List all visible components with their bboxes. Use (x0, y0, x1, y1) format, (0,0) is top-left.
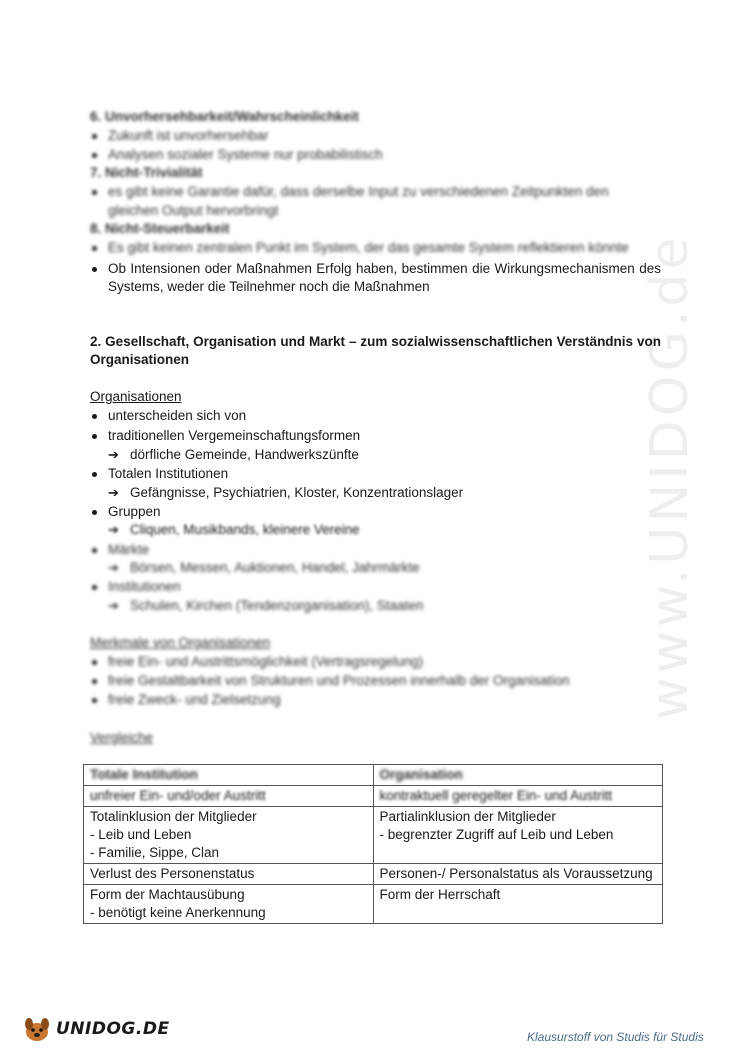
table-header-cell: Organisation (373, 765, 663, 786)
list-item: Ob Intensionen oder Maßnahmen Erfolg haben, bestimmen die Wirkungsmechanismen des Systems, weder die Teilnehmer noch die Maßnahmen (90, 260, 661, 296)
list-item: Institutionen (90, 578, 181, 596)
dog-icon (22, 1014, 52, 1044)
list-item: es gibt keine Garantie dafür, dass derselbe Input zu verschiedenen Zeitpunkten den (90, 183, 609, 201)
subsection-title: Merkmale von Organisationen (90, 635, 271, 650)
heading-7: 7. Nicht-Trivialität (90, 165, 203, 180)
brand-text: UNIDOG.DE (56, 1019, 170, 1039)
cell-line: - Leib und Leben (90, 827, 192, 842)
subsection-title: Organisationen (90, 389, 182, 404)
arrow-right-icon: ➔ (108, 598, 119, 613)
sub-list-text: Börsen, Messen, Auktionen, Handel, Jahrmärkte (130, 560, 420, 575)
sub-list-text: dörfliche Gemeinde, Handwerkszünfte (130, 447, 359, 462)
footer-tagline: Klausurstoff von Studis für Studis (527, 1030, 704, 1044)
table-cell (373, 807, 663, 864)
list-item: freie Zweck- und Zielsetzung (90, 691, 281, 709)
table-row (84, 807, 663, 864)
cell-line: Form der Machtausübung (90, 887, 245, 902)
table-cell: Form der Herrschaft (373, 885, 663, 924)
list-item: Gruppen (90, 503, 161, 521)
list-item: Märkte (90, 541, 149, 559)
list-item: Es gibt keinen zentralen Punkt im System, der das gesamte System reflektieren könnte (90, 239, 629, 257)
list-item: freie Gestaltbarkeit von Strukturen und Prozessen innerhalb der Organisation (90, 672, 570, 690)
section-heading: 2. Gesellschaft, Organisation und Markt – zum sozialwissenschaftlichen Verständnis von Organisationen (90, 334, 661, 367)
unidog-logo[interactable] (22, 1014, 170, 1044)
table-cell: Verlust des Personenstatus (84, 864, 374, 885)
cell-line: - begrenzter Zugriff auf Leib und Leben (379, 827, 614, 842)
table-header-cell: Totale Institution (84, 765, 374, 786)
arrow-right-icon: ➔ (108, 447, 119, 462)
list-item-continued: gleichen Output hervorbringt (108, 203, 279, 218)
cell-line: - Familie, Sippe, Clan (90, 845, 220, 860)
table-header-row (84, 765, 663, 786)
table-row (84, 786, 663, 807)
watermark-text: www.UNIDOG.de (640, 233, 700, 720)
sub-list-text: Gefängnisse, Psychiatrien, Kloster, Konzentrationslager (130, 485, 464, 500)
cell-line: Totalinklusion der Mitglieder (90, 809, 257, 824)
arrow-right-icon: ➔ (108, 522, 119, 537)
table-row (84, 885, 663, 924)
arrow-right-icon: ➔ (108, 560, 119, 575)
heading-8: 8. Nicht-Steuerbarkeit (90, 221, 230, 236)
table-cell (84, 807, 374, 864)
sub-list-text: Schulen, Kirchen (Tendenzorganisation), Staaten (130, 598, 424, 613)
arrow-right-icon: ➔ (108, 485, 119, 500)
list-item: Totalen Institutionen (90, 465, 228, 483)
subsection-title: Vergleiche (90, 730, 154, 745)
cell-line: - benötigt keine Anerkennung (90, 905, 266, 920)
list-item: traditionellen Vergemeinschaftungsformen (90, 427, 360, 445)
table-row (84, 864, 663, 885)
table-cell (84, 885, 374, 924)
table-cell: kontraktuell geregelter Ein- und Austritt (373, 786, 663, 807)
table-cell: Personen-/ Personalstatus als Voraussetzung (373, 864, 663, 885)
heading-6: 6. Unvorhersehbarkeit/Wahrscheinlichkeit (90, 109, 359, 124)
list-item: Zukunft ist unvorhersehbar (90, 127, 269, 145)
list-item: unterscheiden sich von (90, 407, 246, 425)
cell-line: Partialinklusion der Mitglieder (379, 809, 556, 824)
comparison-table (83, 764, 663, 924)
list-item: Analysen sozialer Systeme nur probabilistisch (90, 146, 383, 164)
table-cell: unfreier Ein- und/oder Austritt (84, 786, 374, 807)
sub-list-text: Cliquen, Musikbands, kleinere Vereine (130, 522, 360, 537)
list-item: freie Ein- und Austrittsmöglichkeit (Vertragsregelung) (90, 653, 423, 671)
